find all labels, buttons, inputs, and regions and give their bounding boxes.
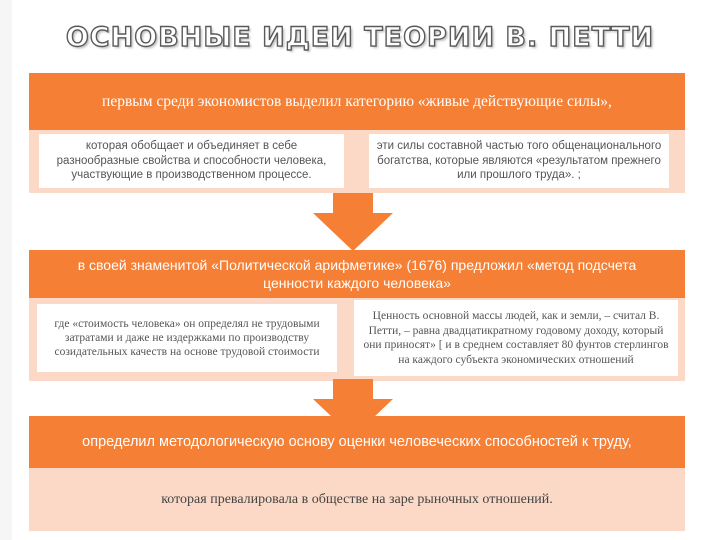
block3-sub-row (29, 468, 685, 531)
block3-sub-text: которая превалировала в обществе на заре рыночных отношений. (161, 491, 553, 507)
block2-left-box (37, 304, 337, 372)
block2-header-text: в своей знаменитой «Политической арифметике» (1676) предложил «метод подсчета ценности каждого человека» (77, 257, 637, 291)
block2-sub-row (29, 298, 685, 381)
block1-header (29, 73, 685, 130)
block3-header-text: определил методологическую основу оценки человеческих способностей к труду, (82, 434, 632, 450)
block3-header (29, 416, 685, 468)
block2-header (29, 250, 685, 298)
left-border-strip (0, 0, 12, 540)
down-arrow-1 (313, 193, 393, 251)
block1-header-text: первым среди экономистов выделил категорию «живые действующие силы», (102, 92, 612, 110)
block1-right-box (369, 134, 669, 188)
block2-left-text: где «стоимость человека» он определял не трудовыми затратами и даже не издержками по производству созидательных качеств на основе трудовой стоимости (54, 318, 320, 358)
block2-right-text: Ценность основной массы людей, как и земли, – считал В. Петти, – равна двадцатикратному годовому доходу, который они приносят» [ и в среднем составляет 80 фунтов стерлингов на каждого субъекта экономических отношений (363, 310, 669, 366)
block2-right-box (354, 300, 678, 376)
block1-left-text: которая обобщает и объединяет в себе разнообразные свойства и способности человека, участвующие в производственном процессе. (56, 140, 327, 182)
block1-left-box (39, 134, 344, 188)
block1-sub-row (29, 130, 685, 193)
page-title: ОСНОВНЫЕ ИДЕИ ТЕОРИИ В. ПЕТТИ (65, 22, 655, 53)
block1-right-text: эти силы составной частью того общенационального богатства, которые являются «результатом прежнего или прошлого труда». ; (376, 140, 662, 182)
